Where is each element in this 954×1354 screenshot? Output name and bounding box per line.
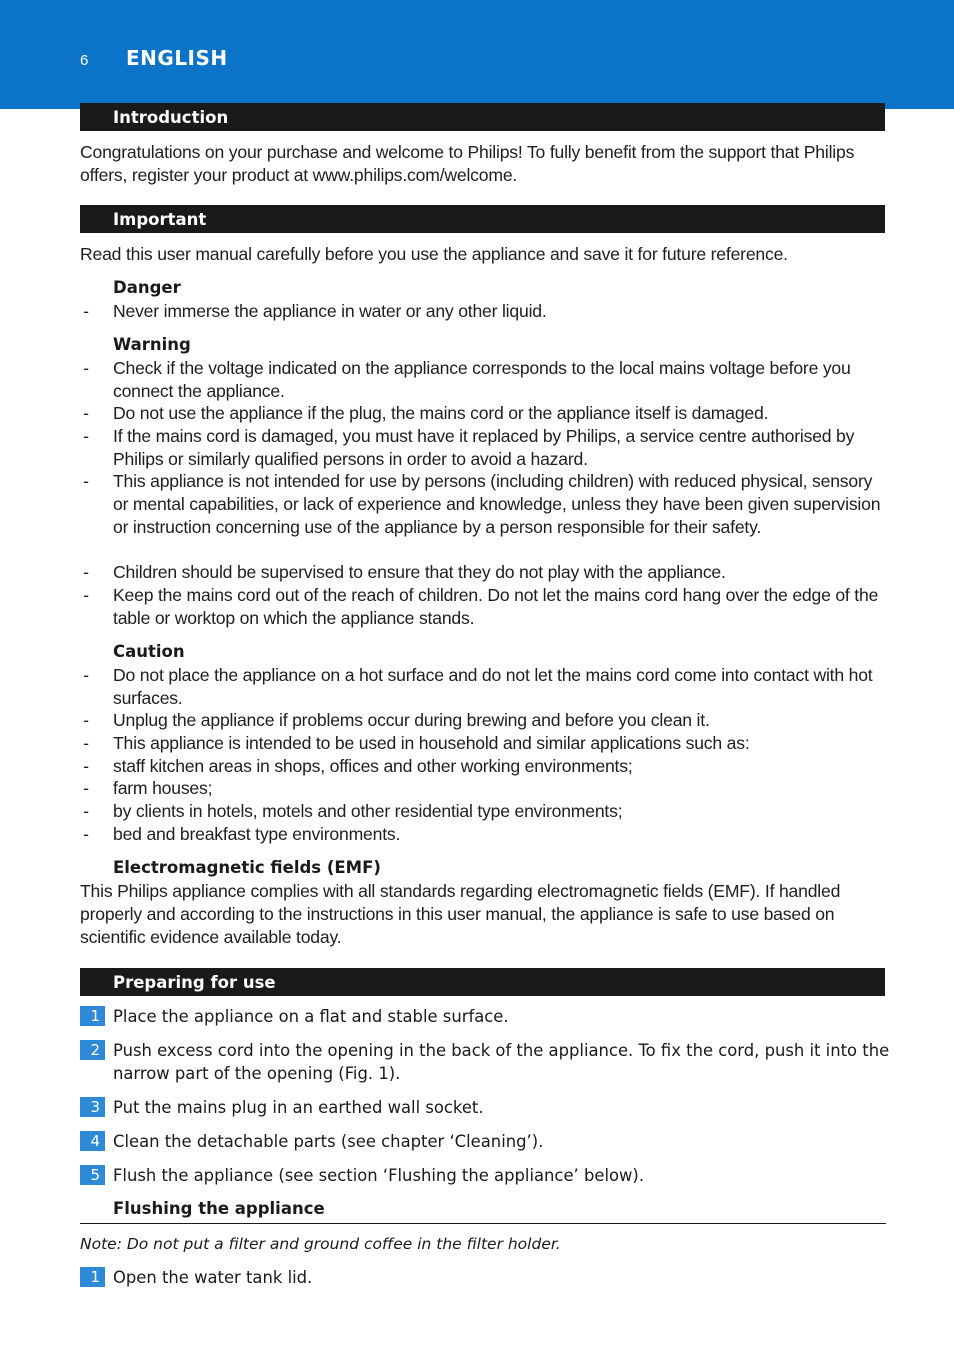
important-paragraph: Read this user manual carefully before you use the appliance and save it for future reference. (80, 244, 788, 264)
caution-item: - staff kitchen areas in shops, offices and other working environments; (80, 755, 890, 778)
section-header-important: Important (80, 205, 885, 233)
caution-item: - bed and breakfast type environments. (80, 823, 890, 846)
bullet-dash: - (83, 585, 89, 605)
bullet-dash: - (83, 403, 89, 423)
note-text: Note: Do not put a filter and ground coffee in the filter holder. (80, 1235, 561, 1253)
bullet-dash: - (83, 562, 89, 582)
warning-item: - Do not use the appliance if the plug, the mains cord or the appliance itself is damaged. (80, 402, 890, 425)
section-header-preparing: Preparing for use (80, 968, 885, 996)
warning-item: - This appliance is not intended for use by persons (including children) with reduced physical, sensory or mental capabilities, or lack of experience and knowledge, unless they have been given supervision or instruction concerning use of the appliance by a person responsible for their safety. (80, 470, 890, 539)
step-number: 2 (80, 1040, 105, 1060)
bullet-dash: - (83, 301, 89, 321)
bullet-dash: - (83, 426, 89, 446)
step-item: 4 Clean the detachable parts (see chapter ‘Cleaning’). (80, 1130, 890, 1153)
section-header-introduction: Introduction (80, 103, 885, 131)
caution-item: - Do not place the appliance on a hot surface and do not let the mains cord come into contact with hot surfaces. (80, 664, 890, 710)
step-number: 3 (80, 1097, 105, 1117)
caution-item: - This appliance is intended to be used in household and similar applications such as: (80, 732, 890, 755)
bullet-dash: - (83, 756, 89, 776)
step-item: 2 Push excess cord into the opening in the back of the appliance. To fix the cord, push it into the narrow part of the opening (Fig. 1). (80, 1039, 890, 1085)
bullet-dash: - (83, 710, 89, 730)
page-number: 6 (80, 52, 89, 69)
introduction-paragraph: Congratulations on your purchase and welcome to Philips! To fully benefit from the support that Philips offers, register your product at www.philips.com/welcome. (80, 142, 855, 185)
step-item: 1 Open the water tank lid. (80, 1266, 890, 1289)
step-number: 1 (80, 1267, 105, 1287)
warning-item: - If the mains cord is damaged, you must have it replaced by Philips, a service centre authorised by Philips or similarly qualified persons in order to avoid a hazard. (80, 425, 890, 471)
bullet-dash: - (83, 778, 89, 798)
warning-item: - Children should be supervised to ensure that they do not play with the appliance. (80, 561, 890, 584)
step-item: 5 Flush the appliance (see section ‘Flushing the appliance’ below). (80, 1164, 890, 1187)
emf-paragraph: This Philips appliance complies with all standards regarding electromagnetic fields (EMF). If handled properly and according to the instructions in this user manual, the appliance is safe to use based on scientific evidence available today. (80, 881, 841, 947)
language-title: ENGLISH (126, 46, 228, 70)
step-number: 1 (80, 1006, 105, 1026)
bullet-dash: - (83, 801, 89, 821)
divider (80, 1223, 886, 1224)
danger-heading: Danger (113, 278, 181, 297)
step-item: 1 Place the appliance on a flat and stable surface. (80, 1005, 890, 1028)
caution-item: - farm houses; (80, 777, 890, 800)
warning-item: - Check if the voltage indicated on the appliance corresponds to the local mains voltage before you connect the appliance. (80, 357, 890, 403)
warning-item: - Keep the mains cord out of the reach of children. Do not let the mains cord hang over the edge of the table or worktop on which the appliance stands. (80, 584, 890, 630)
warning-heading: Warning (113, 335, 191, 354)
step-item: 3 Put the mains plug in an earthed wall socket. (80, 1096, 890, 1119)
emf-heading: Electromagnetic fields (EMF) (113, 858, 381, 877)
caution-heading: Caution (113, 642, 185, 661)
step-number: 5 (80, 1165, 105, 1185)
bullet-dash: - (83, 665, 89, 685)
caution-item: - by clients in hotels, motels and other residential type environments; (80, 800, 890, 823)
step-number: 4 (80, 1131, 105, 1151)
bullet-dash: - (83, 358, 89, 378)
caution-item: - Unplug the appliance if problems occur during brewing and before you clean it. (80, 709, 890, 732)
flushing-heading: Flushing the appliance (113, 1199, 325, 1218)
bullet-dash: - (83, 471, 89, 491)
bullet-dash: - (83, 824, 89, 844)
danger-item: - Never immerse the appliance in water or any other liquid. (80, 300, 890, 323)
bullet-dash: - (83, 733, 89, 753)
